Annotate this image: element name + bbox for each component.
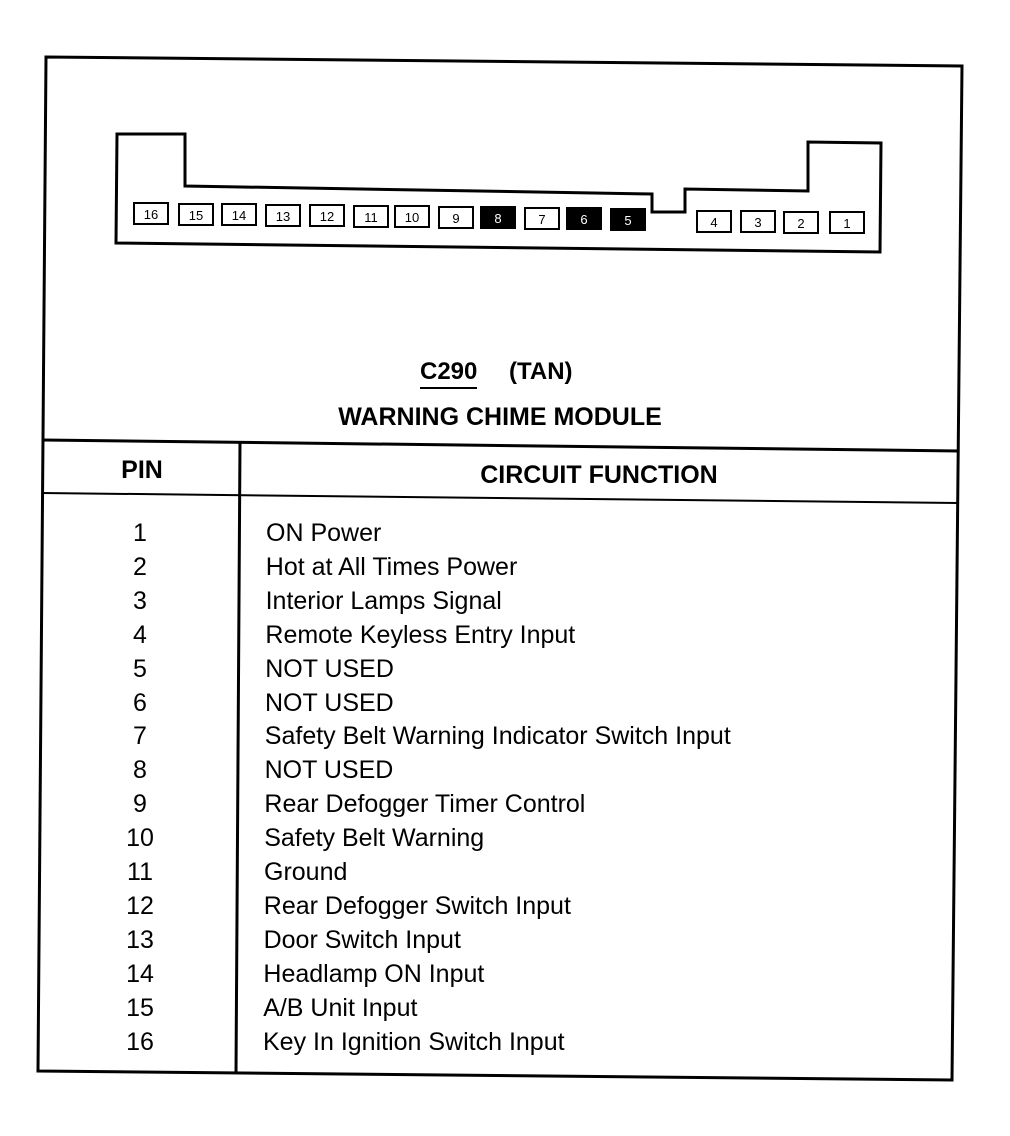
header-divider [42, 493, 958, 503]
cavity-11 [354, 206, 388, 227]
circuit-function: ON Power [266, 519, 382, 547]
connector-body [116, 134, 881, 252]
cavity-label: 4 [710, 215, 718, 230]
pin-number: 14 [126, 959, 154, 988]
cavity-13 [266, 205, 300, 226]
cavity-label: 1 [843, 216, 851, 231]
pin-number: 5 [133, 654, 147, 683]
pin-number: 16 [126, 1027, 154, 1056]
circuit-function: A/B Unit Input [263, 993, 418, 1022]
pin-number: 15 [126, 993, 154, 1022]
cavity-15 [179, 204, 213, 225]
pin-number: 4 [133, 620, 147, 649]
cavity-8 [481, 207, 515, 228]
pin-column-header: PIN [121, 456, 163, 484]
pin-number: 11 [127, 858, 153, 886]
connector-color: (TAN) [509, 358, 573, 385]
circuit-function: Rear Defogger Timer Control [264, 790, 586, 819]
pin-number: 2 [133, 552, 147, 581]
cavity-14 [222, 204, 256, 225]
cavity-3 [741, 211, 775, 232]
circuit-function: Hot at All Times Power [265, 552, 518, 581]
circuit-function: Safety Belt Warning Indicator Switch Input [264, 722, 731, 751]
cavity-12 [310, 205, 344, 226]
cavity-6 [567, 208, 601, 229]
cavity-1 [830, 212, 864, 233]
cavity-2 [784, 212, 818, 233]
pin-number: 3 [133, 586, 147, 615]
cavity-label: 3 [754, 215, 762, 230]
circuit-function: Rear Defogger Switch Input [263, 891, 571, 920]
function-column-header: CIRCUIT FUNCTION [480, 461, 718, 489]
cavity-label: 5 [624, 213, 632, 228]
cavity-label: 12 [319, 209, 335, 224]
cavity-label: 7 [538, 212, 546, 227]
cavity-label: 15 [188, 208, 204, 223]
cavity-10 [395, 206, 429, 227]
cavity-label: 13 [275, 209, 291, 224]
pin-number: 10 [126, 824, 154, 853]
circuit-function: NOT USED [265, 654, 394, 683]
pin-number: 12 [126, 891, 154, 920]
circuit-function: Door Switch Input [263, 925, 461, 954]
connector-cavities [134, 203, 864, 233]
module-name: WARNING CHIME MODULE [338, 403, 662, 431]
cavity-9 [439, 207, 473, 228]
cavity-label: 14 [231, 208, 247, 223]
cavity-label: 10 [404, 210, 420, 225]
cavity-5 [611, 209, 645, 230]
cavity-7 [525, 208, 559, 229]
connector-code: C290 [420, 358, 477, 389]
cavity-16 [134, 203, 168, 224]
circuit-function: Safety Belt Warning [264, 824, 485, 853]
circuit-function: Interior Lamps Signal [265, 586, 502, 615]
circuit-function: Ground [264, 858, 348, 886]
pin-number: 6 [133, 688, 147, 717]
column-divider [236, 442, 240, 1073]
pin-number: 1 [133, 519, 147, 547]
circuit-function: Headlamp ON Input [263, 959, 485, 988]
cavity-label: 16 [143, 207, 159, 222]
circuit-function: NOT USED [265, 688, 394, 717]
pin-number: 13 [126, 925, 154, 954]
pin-number: 9 [133, 790, 147, 819]
pin-number: 7 [133, 722, 147, 751]
cavity-label: 9 [452, 211, 460, 226]
cavity-label: 8 [494, 211, 502, 226]
circuit-function: Key In Ignition Switch Input [263, 1027, 565, 1056]
cavity-label: 2 [797, 216, 805, 231]
cavity-label: 11 [364, 210, 378, 225]
circuit-function: Remote Keyless Entry Input [265, 620, 576, 649]
cavity-4 [697, 211, 731, 232]
cavity-label: 6 [580, 212, 588, 227]
circuit-function: NOT USED [264, 756, 394, 785]
pin-number: 8 [133, 756, 147, 785]
diagram-divider [43, 440, 959, 451]
